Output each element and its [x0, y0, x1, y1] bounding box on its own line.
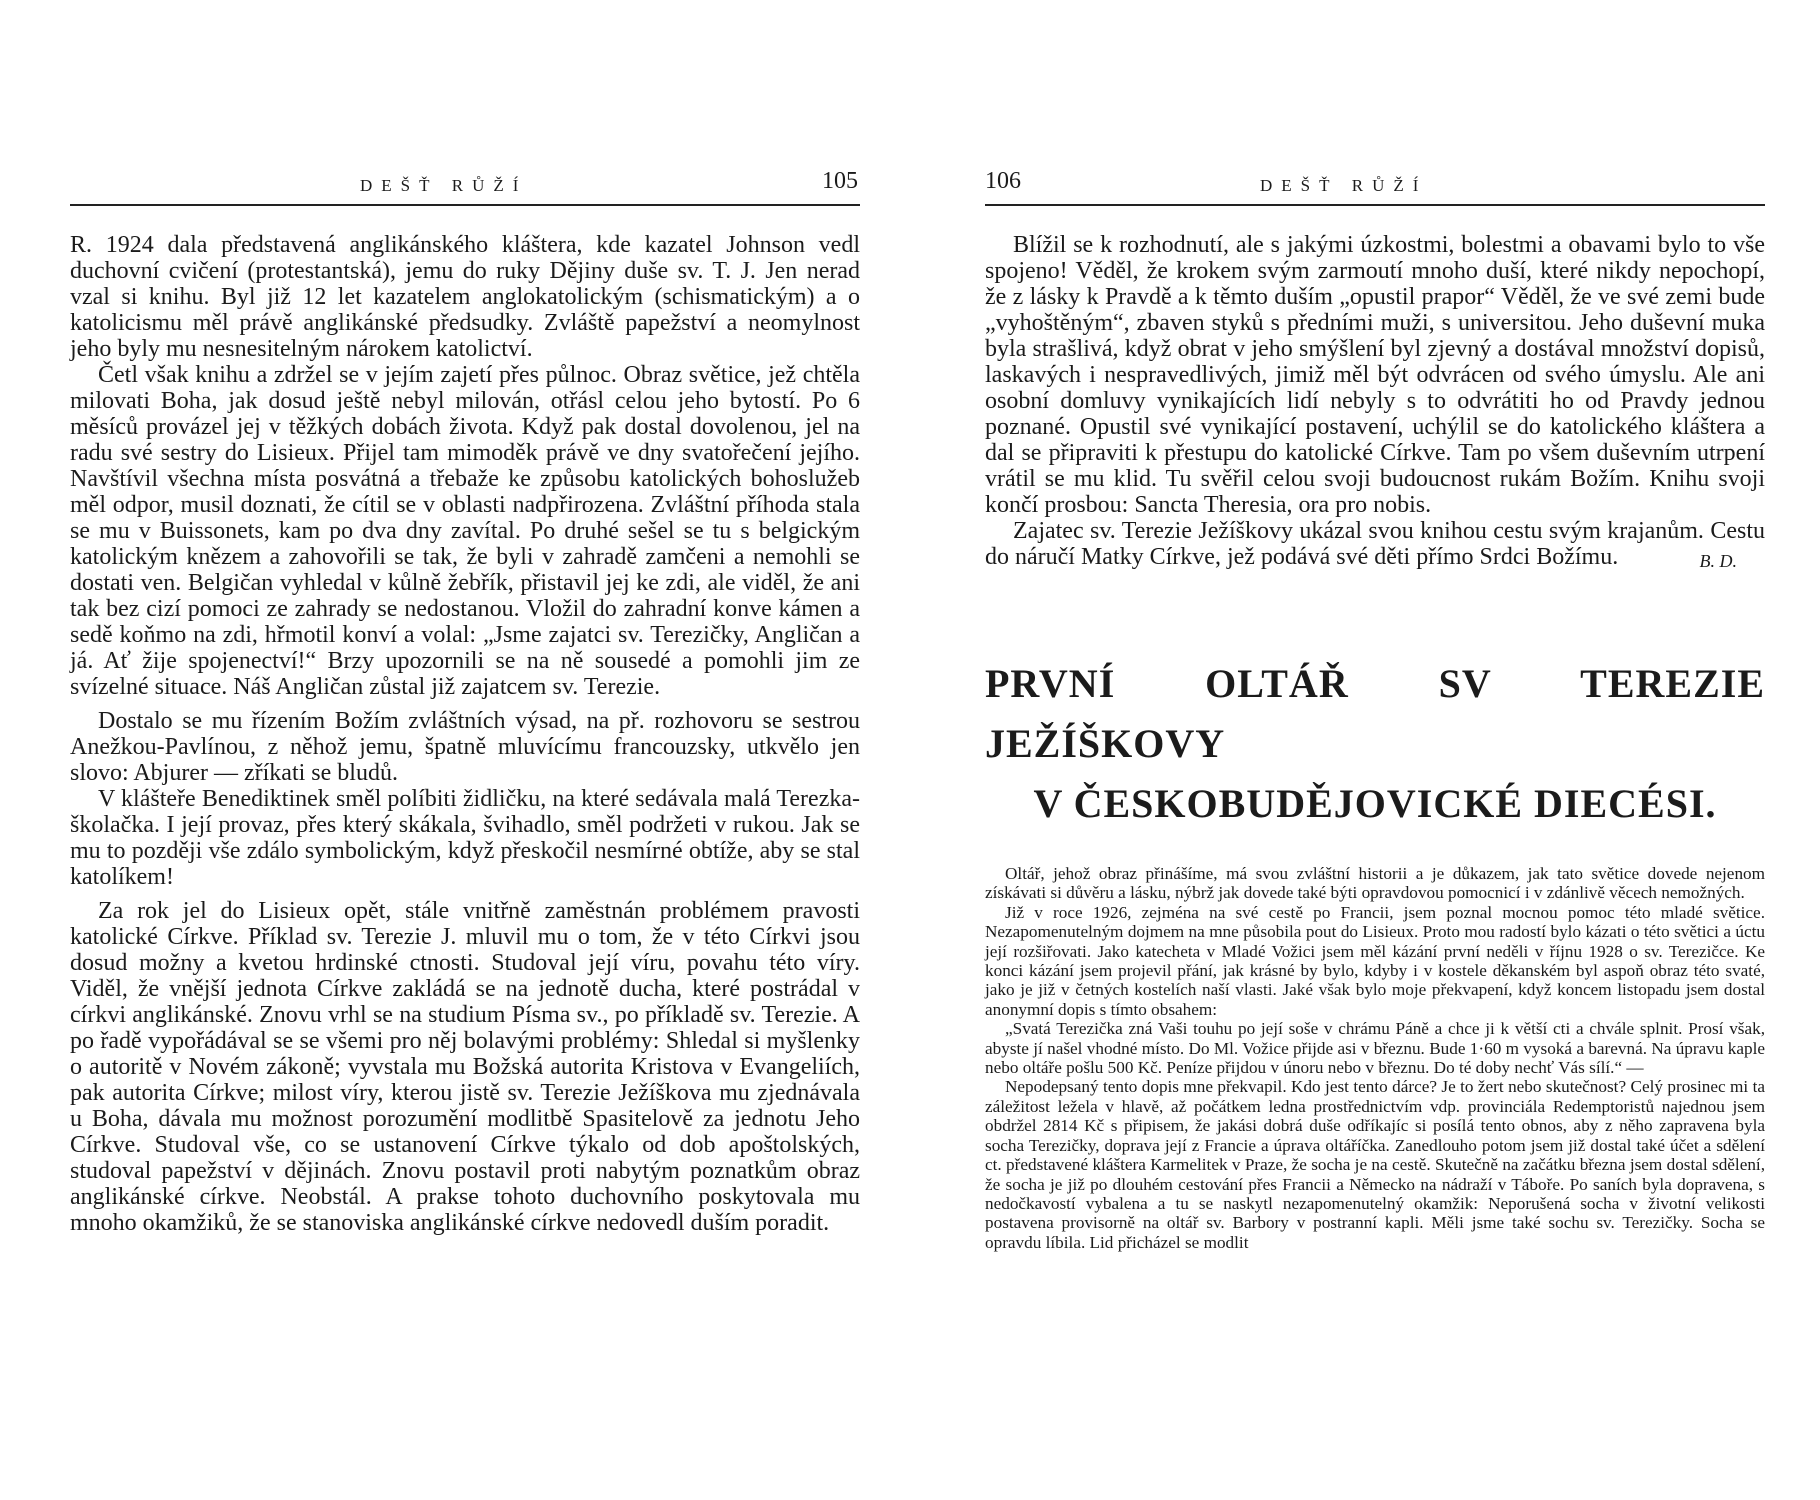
paragraph: R. 1924 dala představená anglikánského kláštera, kde kazatel Johnson vedl duchovní cvičení (protestantská), jemu do ruky Dějiny duše sv. T. J. Jen nerad vzal si knihu. Byl již 12 let kazatelem anglokatolickým (schismatickým) a o katolicismu měl právě anglikánské předsudky. Zvláště papežství a neomylnost jeho byly mu nesnesitelným nárokem katolictví.	[70, 232, 860, 362]
article-title-line: V ČESKOBUDĚJOVICKÉ DIECÉSI.	[1033, 781, 1717, 826]
article-title	[985, 654, 1765, 834]
paragraph: Blížil se k rozhodnutí, ale s jakými úzkostmi, bolestmi a obavami bylo to vše spojeno! Věděl, že krokem svým zarmoutí mnoho duší, které nikdy nepochopí, že z lásky k Pravdě a k těmto duším „opustil prapor“ Věděl, že ve své zemi bude „vyhoštěným“, zbaven styků s předními muži, s universitou. Jeho duševní muka byla strašlivá, když obrat v jeho smýšlení byl zjevný a dostával množství dopisů, laskavých i nespravedlivých, jimiž měl být odvrácen od svého úmyslu. Ale ani osobní domluvy vynikajících lidí nebyly s to odvrátiti ho od Pravdy jednou poznané. Opustil své vynikající postavení, uchýlil se do katolického kláštera a dal se připraviti k přestupu do katolické Církve. Tam po všem duševním utrpení vrátil se mu klid. Tu svěřil celou svoji budoucnost rukám Božím. Knihu svoji končí prosbou: Sancta Theresia, ora pro nobis.	[985, 232, 1765, 518]
running-head-left	[70, 168, 860, 206]
left-page-text	[70, 232, 860, 1236]
page-number: 105	[822, 168, 858, 194]
right-page-text	[985, 232, 1765, 574]
article-paragraph: Oltář, jehož obraz přinášíme, má svou zvláštní historii a je důkazem, jak tato světice dovede nejenom získávati si důvěru a lásku, nýbrž jak dovede také býti opravdovou pomocnicí i v zdánlivě věcech nemožných.	[985, 864, 1765, 903]
running-title: DEŠŤ RŮŽÍ	[360, 176, 528, 195]
paragraph: Dostalo se mu řízením Božím zvláštních výsad, na př. rozhovoru se sestrou Anežkou-Pavlínou, z něhož jemu, špatně mluvícímu francouzsky, utkvělo jen slovo: Abjurer — zříkati se bludů.	[70, 708, 860, 786]
article-text	[985, 864, 1765, 1252]
paragraph: V klášteře Benediktinek směl políbiti židličku, na které sedávala malá Terezka-školačka. I její provaz, přes který skákala, švihadlo, směl podržeti v rukou. Jak se mu to později vše zdálo symbolickým, když přeskočil nesmírné obtíže, aby se stal katolíkem!	[70, 786, 860, 890]
article-title-line: PRVNÍ OLTÁŘ SV TEREZIE JEŽÍŠKOVY	[985, 661, 1765, 766]
signature: B. D.	[1699, 551, 1737, 571]
running-head-right	[985, 168, 1765, 206]
article-paragraph: „Svatá Terezička zná Vaši touhu po její soše v chrámu Páně a chce ji k větší cti a chvále splnit. Prosí však, abyste jí našel vhodné místo. Do Ml. Vožice přijde asi v březnu. Bude 1·60 m vysoká a barevná. Na úpravu kaple nebo oltáře pošlu 500 Kč. Peníze přijdou v únoru nebo v březnu. Do té doby nechť Vás sílí.“ —	[985, 1019, 1765, 1078]
page-number: 106	[985, 168, 1021, 194]
article-paragraph: Nepodepsaný tento dopis mne překvapil. Kdo jest tento dárce? Je to žert nebo skutečnost? Celý prosinec mi ta záležitost ležela v hlavě, až počátkem ledna prostřednictvím vdp. provinciála Redemptoristů najednou jsem obdržel 2814 Kč s připisem, že jakási dobrá duše odříkajíc si posílá tento obnos, aby z něho zapravena byla socha Terezičky, doprava její z Francie a úprava oltáříčka. Zanedlouho potom jsem již dostal také účet a sdělení ct. představené kláštera Karmelitek v Praze, že socha je na cestě. Skutečně na začátku března jsem dostal sdělení, že socha je již po dlouhém cestování přes Francii a Německo na nádraží v Táboře. Po saních byla dopravena, s nedočkavostí vybalena a tu se naskytl nezapomenutelný okamžik: Neporušená socha v životní velikosti postavena provisorně na oltář sv. Barbory v postranní kapli. Měli jsme také sochu sv. Terezičky. Socha se opravdu líbila. Lid přicházel se modlit	[985, 1077, 1765, 1252]
article-paragraph: Již v roce 1926, zejména na své cestě po Francii, jsem poznal mocnou pomoc této mladé světice. Nezapomenutelným dojmem na mne působila pout do Lisieux. Proto mou radostí bylo kázati o této světici a úctu její rozšiřovati. Jako katecheta v Mladé Vožici jsem měl kázání první neděli v říjnu 1928 o sv. Terezičce. Ke konci kázání jsem projevil přání, jak krásné by bylo, kdyby i v kostele děkanském byl aspoň obraz této svaté, jako je již v četných kostelích naší vlasti. Jaké však bylo moje překvapení, když koncem listopadu jsem dostal anonymní dopis s tímto obsahem:	[985, 902, 1765, 1019]
right-page	[985, 168, 1765, 1252]
left-page	[70, 168, 860, 1236]
paragraph: Četl však knihu a zdržel se v jejím zajetí přes půlnoc. Obraz světice, jež chtěla milovati Boha, jak dosud ještě nebyl milován, otřásl celou jeho bytostí. Po 6 měsíců provázel jej v těžkých dobách života. Když pak dostal dovolenou, jel na radu své sestry do Lisieux. Přijel tam mimoděk právě ve dny svatořečení jejího. Navštívil všechna místa posvátná a třebaže ke způsobu katolických bohoslužeb měl odpor, musil doznati, že cítil se v oblasti nadpřirozena. Zvláštní příhoda stala se mu v Buissonets, kam po dva dny zavítal. Po druhé sešel se tu s belgickým katolickým knězem a zahovořili se tak, že byli v zahradě zamčeni a nemohli se dostati ven. Belgičan vyhledal v kůlně žebřík, přistavil jej ke zdi, ale viděl, že ani tak bez cizí pomoci ze zahrady se nedostanou. Vložil do zahradní konve kámen a sedě koňmo na zdi, hřmotil konví a volal: „Jsme zajatci sv. Terezičky, Angličan a já. Ať žije spojenectví!“ Brzy upozornili se na ně sousedé a pomohli jim ze svízelné situace. Náš Angličan zůstal již zajatcem sv. Terezie.	[70, 362, 860, 700]
paragraph: Zajatec sv. Terezie Ježíškovy ukázal svou knihou cestu svým krajanům. Cestu do náručí Matky Církve, jež podává své děti přímo Srdci Božímu.	[985, 518, 1765, 570]
paragraph: Za rok jel do Lisieux opět, stále vnitřně zaměstnán problémem pravosti katolické Církve. Příklad sv. Terezie J. mluvil mu o tom, že v této Církvi jsou dosud možny a kvetou hrdinské ctnosti. Studoval její víru, povahu této víry. Viděl, že vnější jednota Církve zakládá se na jednotě ducha, které postrádal v církvi anglikánské. Znovu vrhl se na studium Písma sv., po příkladě sv. Terezie. A po řadě vypořádával se se všemi pro něj bolavými problémy: Shledal si myšlenky o autoritě v Novém zákoně; vyvstala mu Božská autorita Kristova v Evangeliích, pak autorita Církve; milost víry, kterou jistě sv. Terezie Ježíškova mu zjednávala u Boha, dávala mu možnost porozumění modlitbě Spasitelově za jednotu Jeho Církve. Studoval vše, co se ustanovení Církve týkalo od dob apoštolských, studoval papežství v dějinách. Znovu postavil proti nabytým poznatkům obraz anglikánské církve. Neobstál. A prakse tohoto duchovního poskytovala mu mnoho okamžiků, že se stanoviska anglikánské církve nedovedl duším poradit.	[70, 898, 860, 1236]
running-title: DEŠŤ RŮŽÍ	[1260, 176, 1428, 195]
